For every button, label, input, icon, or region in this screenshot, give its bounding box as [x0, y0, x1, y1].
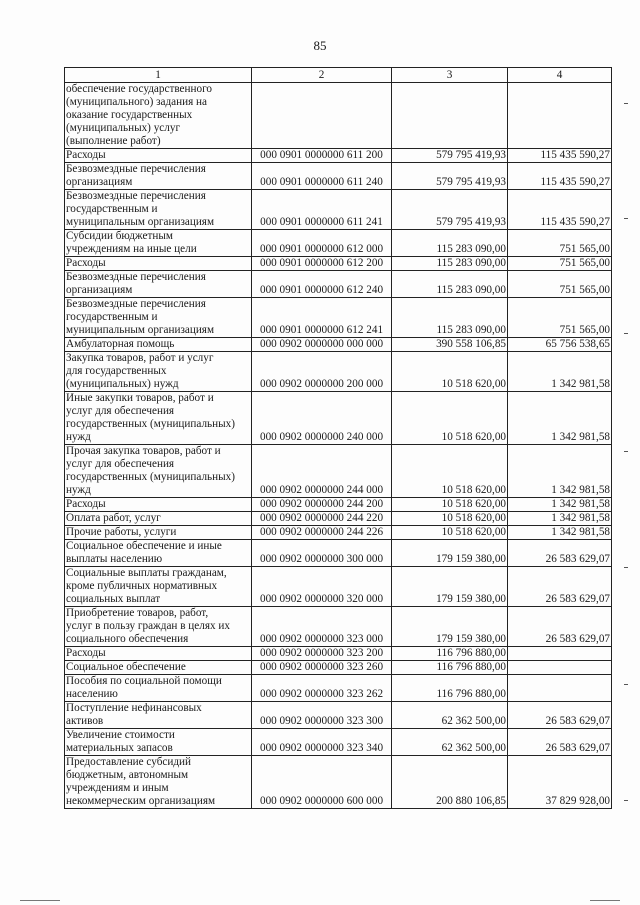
row-description: Безвозмездные перечисления организациям [65, 163, 252, 190]
row-value-executed: 1 342 981,58 [508, 352, 612, 392]
table-row [65, 526, 612, 540]
row-description: Безвозмездные перечисления государственным и муниципальным организациям [65, 190, 252, 230]
row-code: 000 0902 0000000 323 262 [252, 675, 392, 702]
row-description: Прочая закупка товаров, работ и услуг для обеспечения государственных (муниципальных) нужд [65, 445, 252, 498]
row-value-executed [508, 83, 612, 149]
row-code: 000 0901 0000000 612 241 [252, 298, 392, 338]
row-description: Социальные выплаты гражданам, кроме публичных нормативных социальных выплат [65, 567, 252, 607]
row-code: 000 0902 0000000 320 000 [252, 567, 392, 607]
row-description: Расходы [65, 149, 252, 163]
table-row [65, 298, 612, 338]
budget-table [64, 67, 612, 809]
row-value-approved: 10 518 620,00 [392, 498, 508, 512]
column-header-2: 2 [252, 68, 392, 83]
margin-mark [624, 451, 628, 452]
row-value-executed: 115 435 590,27 [508, 149, 612, 163]
table-row [65, 163, 612, 190]
scan-edge-mark [590, 900, 620, 901]
row-description: Предоставление субсидий бюджетным, автономным учреждениям и иным некоммерческим организациям [65, 756, 252, 809]
row-code: 000 0902 0000000 244 220 [252, 512, 392, 526]
row-value-executed: 115 435 590,27 [508, 163, 612, 190]
row-code: 000 0902 0000000 323 000 [252, 607, 392, 647]
row-code [252, 83, 392, 149]
row-value-executed: 26 583 629,07 [508, 607, 612, 647]
row-code: 000 0902 0000000 600 000 [252, 756, 392, 809]
table-row [65, 338, 612, 352]
table-row [65, 756, 612, 809]
row-value-approved: 62 362 500,00 [392, 702, 508, 729]
row-description: Расходы [65, 257, 252, 271]
header-row [65, 68, 612, 83]
row-value-executed: 751 565,00 [508, 298, 612, 338]
table-row [65, 661, 612, 675]
row-value-approved: 200 880 106,85 [392, 756, 508, 809]
table-row [65, 512, 612, 526]
row-value-executed: 26 583 629,07 [508, 567, 612, 607]
row-value-approved: 115 283 090,00 [392, 257, 508, 271]
row-code: 000 0902 0000000 200 000 [252, 352, 392, 392]
table-header [65, 68, 612, 83]
table-row [65, 352, 612, 392]
row-value-approved: 116 796 880,00 [392, 647, 508, 661]
row-code: 000 0902 0000000 323 340 [252, 729, 392, 756]
row-code: 000 0902 0000000 244 000 [252, 445, 392, 498]
row-description: Поступление нефинансовых активов [65, 702, 252, 729]
table-row [65, 271, 612, 298]
row-code: 000 0902 0000000 323 260 [252, 661, 392, 675]
row-code: 000 0901 0000000 611 240 [252, 163, 392, 190]
table-row [65, 445, 612, 498]
row-value-executed [508, 675, 612, 702]
table-row [65, 257, 612, 271]
row-description: Безвозмездные перечисления государственным и муниципальным организациям [65, 298, 252, 338]
row-value-executed: 1 342 981,58 [508, 526, 612, 540]
row-code: 000 0902 0000000 244 226 [252, 526, 392, 540]
row-description: Амбулаторная помощь [65, 338, 252, 352]
table-row [65, 567, 612, 607]
row-value-approved: 10 518 620,00 [392, 445, 508, 498]
row-value-approved: 10 518 620,00 [392, 352, 508, 392]
table-row [65, 729, 612, 756]
row-description: Субсидии бюджетным учреждениям на иные цели [65, 230, 252, 257]
row-value-approved: 390 558 106,85 [392, 338, 508, 352]
row-description: Расходы [65, 498, 252, 512]
row-value-executed: 751 565,00 [508, 230, 612, 257]
row-code: 000 0902 0000000 300 000 [252, 540, 392, 567]
row-value-executed [508, 647, 612, 661]
row-code: 000 0902 0000000 244 200 [252, 498, 392, 512]
row-description: Прочие работы, услуги [65, 526, 252, 540]
column-header-1: 1 [65, 68, 252, 83]
row-value-approved: 10 518 620,00 [392, 392, 508, 445]
margin-mark [624, 800, 628, 801]
row-description: Расходы [65, 647, 252, 661]
row-value-approved: 115 283 090,00 [392, 230, 508, 257]
row-description: Иные закупки товаров, работ и услуг для обеспечения государственных (муниципальных) нужд [65, 392, 252, 445]
row-description: Закупка товаров, работ и услуг для государственных (муниципальных) нужд [65, 352, 252, 392]
row-code: 000 0902 0000000 323 300 [252, 702, 392, 729]
column-header-3: 3 [392, 68, 508, 83]
row-value-executed: 26 583 629,07 [508, 702, 612, 729]
row-value-approved: 115 283 090,00 [392, 271, 508, 298]
row-description: Безвозмездные перечисления организациям [65, 271, 252, 298]
row-code: 000 0901 0000000 611 200 [252, 149, 392, 163]
row-value-executed: 65 756 538,65 [508, 338, 612, 352]
table-row [65, 190, 612, 230]
margin-mark [624, 684, 628, 685]
table-row [65, 392, 612, 445]
table-row [65, 498, 612, 512]
row-value-executed: 751 565,00 [508, 257, 612, 271]
margin-mark [624, 103, 628, 104]
row-description: Социальное обеспечение [65, 661, 252, 675]
row-value-executed: 1 342 981,58 [508, 392, 612, 445]
page-number: 85 [313, 38, 327, 53]
margin-mark [624, 218, 628, 219]
table-row [65, 83, 612, 149]
row-description: Социальное обеспечение и иные выплаты населению [65, 540, 252, 567]
row-value-approved: 116 796 880,00 [392, 661, 508, 675]
row-value-executed: 1 342 981,58 [508, 445, 612, 498]
row-description: Пособия по социальной помощи населению [65, 675, 252, 702]
table-row [65, 149, 612, 163]
column-header-4: 4 [508, 68, 612, 83]
row-value-executed: 26 583 629,07 [508, 729, 612, 756]
row-value-approved: 115 283 090,00 [392, 298, 508, 338]
scan-edge-mark [20, 900, 60, 901]
table-row [65, 675, 612, 702]
row-value-executed: 37 829 928,00 [508, 756, 612, 809]
row-value-executed [508, 661, 612, 675]
row-value-approved: 179 159 380,00 [392, 607, 508, 647]
row-code: 000 0901 0000000 611 241 [252, 190, 392, 230]
table-row [65, 540, 612, 567]
row-description: обеспечение государственного (муниципального) задания на оказание государственных (муниципальных) услуг (выполнение работ) [65, 83, 252, 149]
row-description: Увеличение стоимости материальных запасов [65, 729, 252, 756]
row-value-executed: 26 583 629,07 [508, 540, 612, 567]
row-code: 000 0902 0000000 240 000 [252, 392, 392, 445]
row-value-approved: 10 518 620,00 [392, 512, 508, 526]
row-code: 000 0902 0000000 323 200 [252, 647, 392, 661]
row-value-approved: 579 795 419,93 [392, 149, 508, 163]
table-row [65, 702, 612, 729]
table-row [65, 647, 612, 661]
row-code: 000 0901 0000000 612 000 [252, 230, 392, 257]
row-code: 000 0901 0000000 612 200 [252, 257, 392, 271]
row-value-executed: 751 565,00 [508, 271, 612, 298]
row-value-approved: 62 362 500,00 [392, 729, 508, 756]
margin-mark [624, 333, 628, 334]
row-description: Оплата работ, услуг [65, 512, 252, 526]
row-value-approved: 10 518 620,00 [392, 526, 508, 540]
row-code: 000 0901 0000000 612 240 [252, 271, 392, 298]
row-value-executed: 115 435 590,27 [508, 190, 612, 230]
row-value-approved: 579 795 419,93 [392, 190, 508, 230]
row-value-executed: 1 342 981,58 [508, 498, 612, 512]
row-value-executed: 1 342 981,58 [508, 512, 612, 526]
row-value-approved [392, 83, 508, 149]
row-value-approved: 179 159 380,00 [392, 567, 508, 607]
row-value-approved: 179 159 380,00 [392, 540, 508, 567]
row-code: 000 0902 0000000 000 000 [252, 338, 392, 352]
table-body [65, 83, 612, 809]
row-value-approved: 579 795 419,93 [392, 163, 508, 190]
table-row [65, 607, 612, 647]
table-row [65, 230, 612, 257]
row-description: Приобретение товаров, работ, услуг в пользу граждан в целях их социального обеспечения [65, 607, 252, 647]
margin-mark [624, 567, 628, 568]
row-value-approved: 116 796 880,00 [392, 675, 508, 702]
